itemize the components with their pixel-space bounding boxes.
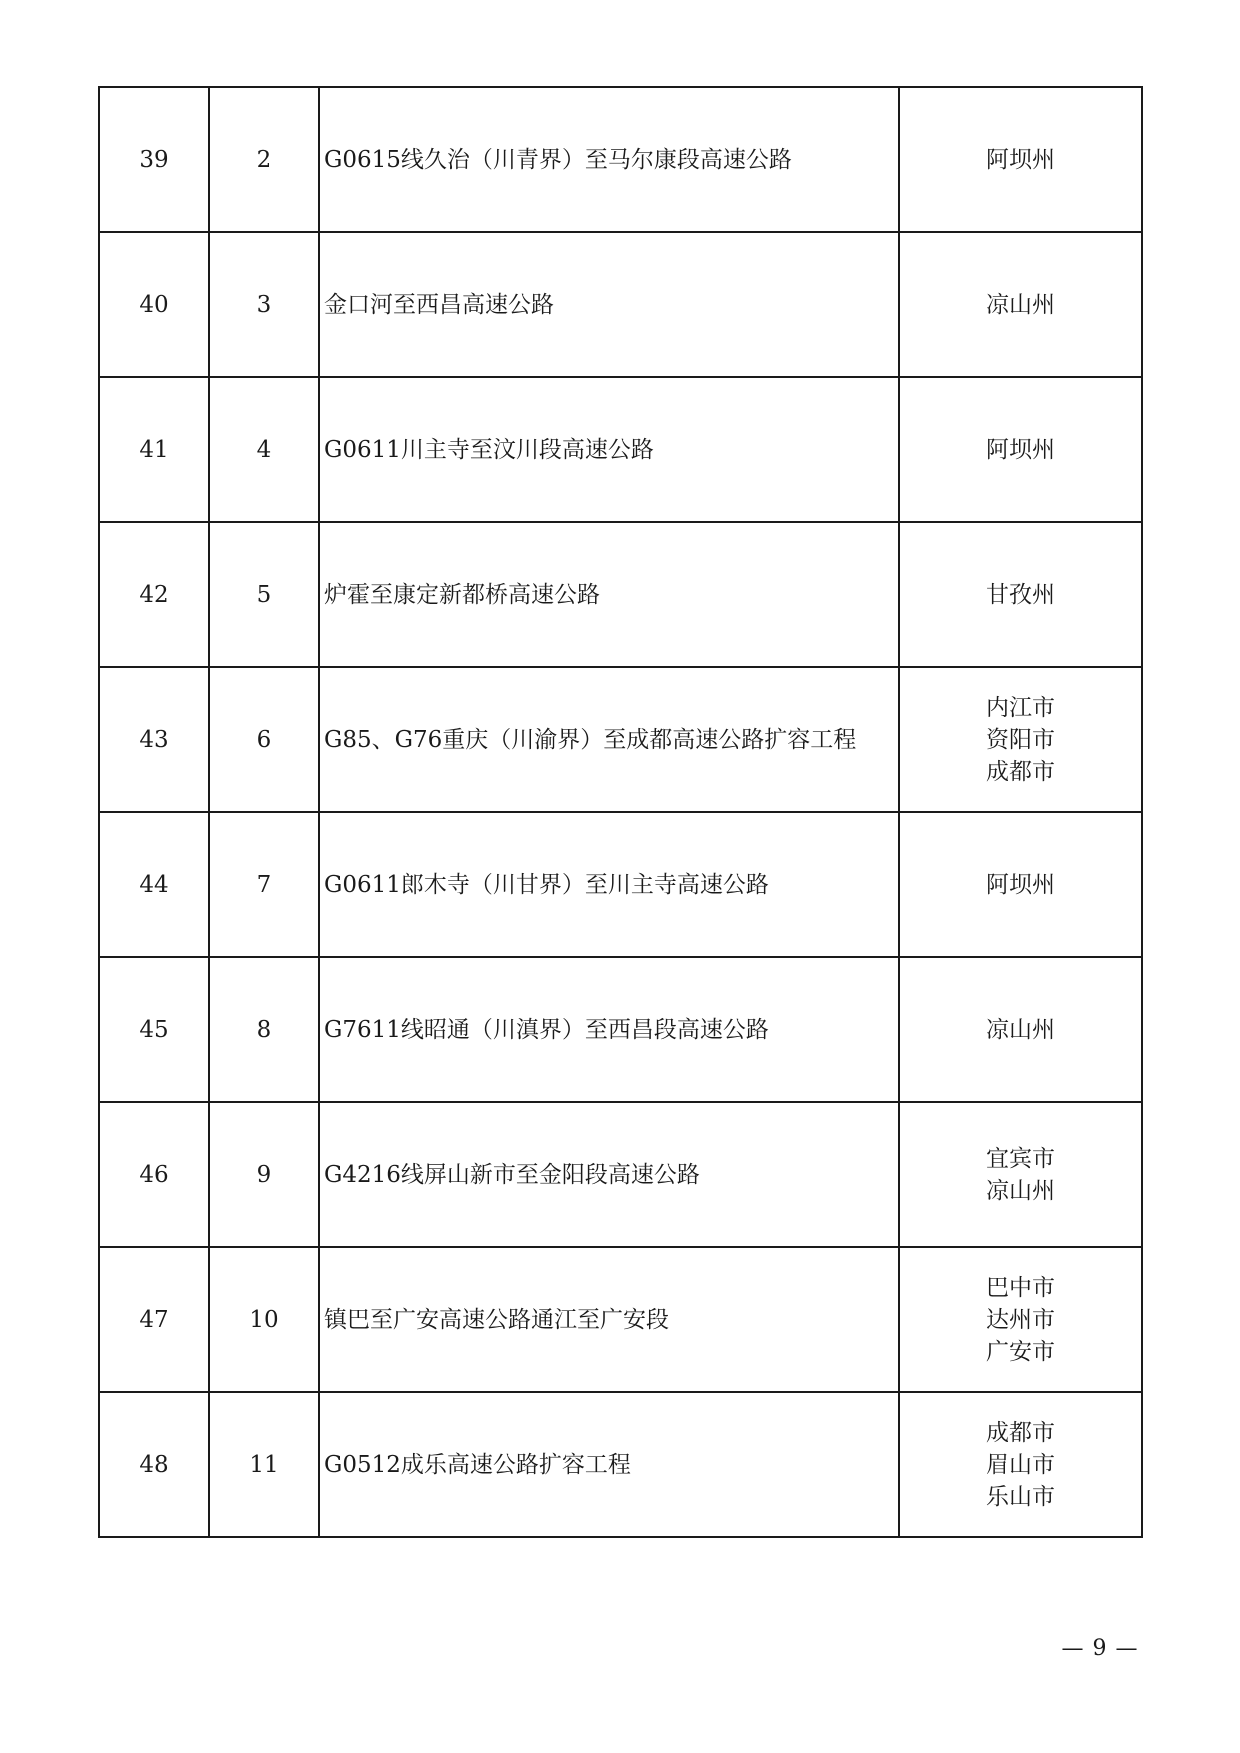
row-category-number: 4 — [209, 377, 319, 522]
row-sequence-number: 45 — [99, 957, 209, 1102]
table-row — [99, 1247, 1142, 1392]
table-row — [99, 667, 1142, 812]
row-sequence-number: 46 — [99, 1102, 209, 1247]
project-table — [98, 86, 1143, 1538]
row-sequence-number: 40 — [99, 232, 209, 377]
row-sequence-number: 43 — [99, 667, 209, 812]
project-name: 金口河至西昌高速公路 — [319, 232, 899, 377]
region-name: 资阳市 — [986, 726, 1055, 753]
region-name: 眉山市 — [986, 1451, 1055, 1478]
table-row — [99, 232, 1142, 377]
row-sequence-number: 47 — [99, 1247, 209, 1392]
project-name: G85、G76重庆（川渝界）至成都高速公路扩容工程 — [319, 667, 899, 812]
region-name: 乐山市 — [986, 1483, 1055, 1510]
region-name: 阿坝州 — [986, 436, 1055, 463]
region-cell — [899, 377, 1142, 522]
region-name: 达州市 — [986, 1306, 1055, 1333]
row-sequence-number: 48 — [99, 1392, 209, 1537]
project-name: G0512成乐高速公路扩容工程 — [319, 1392, 899, 1537]
project-name: G4216线屏山新市至金阳段高速公路 — [319, 1102, 899, 1247]
row-category-number: 11 — [209, 1392, 319, 1537]
row-category-number: 7 — [209, 812, 319, 957]
row-sequence-number: 42 — [99, 522, 209, 667]
row-category-number: 9 — [209, 1102, 319, 1247]
region-name: 宜宾市 — [986, 1145, 1055, 1172]
table-row — [99, 957, 1142, 1102]
row-sequence-number: 39 — [99, 87, 209, 232]
project-name: 镇巴至广安高速公路通江至广安段 — [319, 1247, 899, 1392]
row-sequence-number: 44 — [99, 812, 209, 957]
region-name: 凉山州 — [986, 1016, 1055, 1043]
project-name: G7611线昭通（川滇界）至西昌段高速公路 — [319, 957, 899, 1102]
page-number: — 9 — — [1061, 1636, 1139, 1661]
region-cell — [899, 522, 1142, 667]
region-name: 广安市 — [986, 1338, 1055, 1365]
region-name: 内江市 — [986, 694, 1055, 721]
table-row — [99, 87, 1142, 232]
row-sequence-number: 41 — [99, 377, 209, 522]
region-cell — [899, 667, 1142, 812]
row-category-number: 2 — [209, 87, 319, 232]
region-cell — [899, 812, 1142, 957]
region-cell — [899, 1247, 1142, 1392]
region-name: 成都市 — [986, 758, 1055, 785]
project-name: G0615线久治（川青界）至马尔康段高速公路 — [319, 87, 899, 232]
region-name: 阿坝州 — [986, 871, 1055, 898]
row-category-number: 3 — [209, 232, 319, 377]
region-cell — [899, 232, 1142, 377]
region-name: 成都市 — [986, 1419, 1055, 1446]
project-name: G0611郎木寺（川甘界）至川主寺高速公路 — [319, 812, 899, 957]
row-category-number: 6 — [209, 667, 319, 812]
project-name: G0611川主寺至汶川段高速公路 — [319, 377, 899, 522]
table-row — [99, 1102, 1142, 1247]
project-name: 炉霍至康定新都桥高速公路 — [319, 522, 899, 667]
table-row — [99, 812, 1142, 957]
region-cell — [899, 957, 1142, 1102]
region-name: 阿坝州 — [986, 146, 1055, 173]
table-row — [99, 522, 1142, 667]
row-category-number: 10 — [209, 1247, 319, 1392]
table-row — [99, 1392, 1142, 1537]
region-name: 巴中市 — [986, 1274, 1055, 1301]
row-category-number: 8 — [209, 957, 319, 1102]
region-name: 凉山州 — [986, 291, 1055, 318]
row-category-number: 5 — [209, 522, 319, 667]
region-cell — [899, 1102, 1142, 1247]
region-cell — [899, 87, 1142, 232]
region-name: 凉山州 — [986, 1177, 1055, 1204]
region-name: 甘孜州 — [986, 581, 1055, 608]
table-row — [99, 377, 1142, 522]
region-cell — [899, 1392, 1142, 1537]
